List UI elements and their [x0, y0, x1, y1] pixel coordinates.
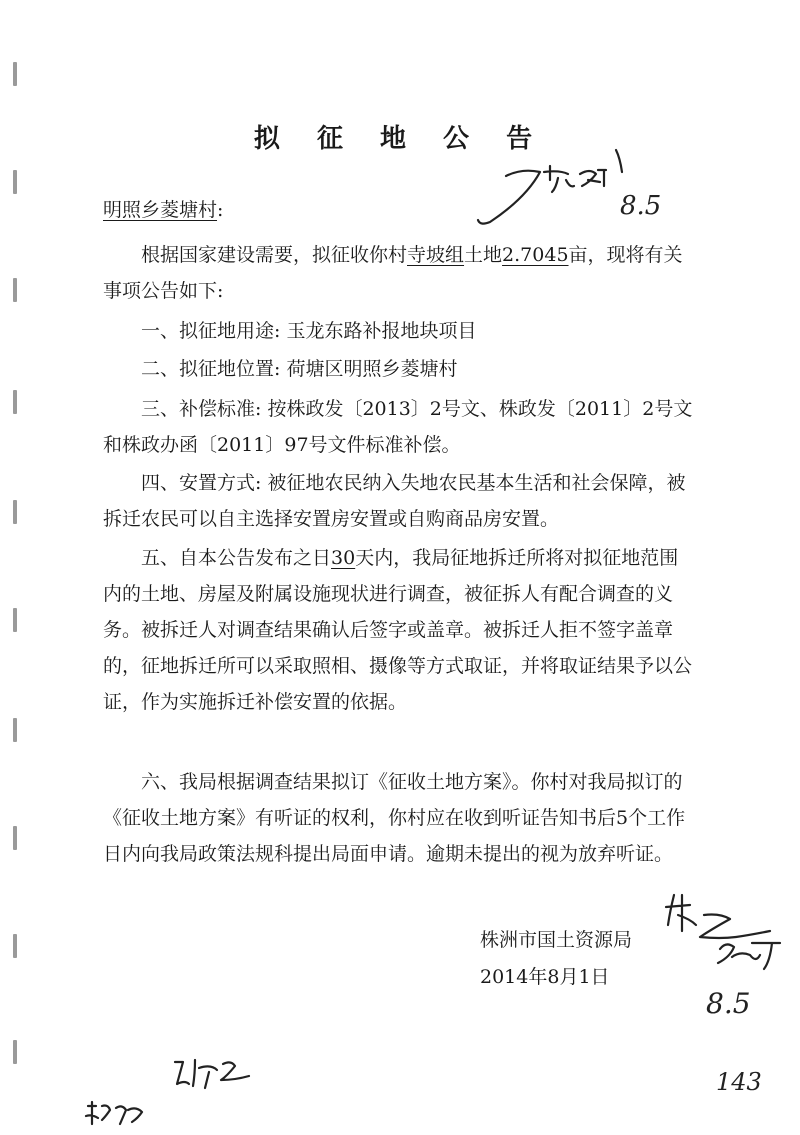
addressee	[103, 195, 223, 222]
binder-hole	[13, 934, 17, 958]
signature-stroke	[544, 166, 574, 192]
handwritten-initials	[165, 1050, 275, 1100]
handwritten-signature-right	[660, 885, 790, 1025]
item-location: 二、拟征地位置: 荷塘区明照乡菱塘村	[141, 358, 458, 380]
document-title: 拟 征 地 公 告	[253, 124, 547, 154]
binder-hole	[13, 500, 17, 524]
signature-stroke	[666, 895, 696, 931]
item-compensation: 三、补偿标准: 按株政发〔2013〕2号文、株政发〔2011〕2号文和株政办函〔2011〕97号文件标准补偿。	[103, 398, 693, 456]
intro-prefix: 根据国家建设需要，拟征收你村	[141, 244, 408, 266]
village-group: 寺坡组	[407, 244, 465, 266]
item-resettlement: 四、安置方式: 被征地农民纳入失地农民基本生活和社会保障，被拆迁农民可以自主选择安置房安置或自购商品房安置。	[103, 472, 686, 530]
binder-hole	[13, 390, 17, 414]
item-land-use: 一、拟征地用途: 玉龙东路补报地块项目	[141, 320, 477, 342]
addressee-name: 明照乡菱塘村	[103, 199, 218, 221]
binder-hole	[13, 718, 17, 742]
handwritten-name-bottom-left	[82, 1098, 152, 1132]
handwritten-date-top: 8.5	[620, 191, 662, 221]
intro-suffix: 亩，现将有关事项公告如下:	[103, 244, 683, 302]
signature-stroke	[616, 150, 622, 172]
survey-prefix: 五、自本公告发布之日	[141, 547, 332, 569]
issue-date: 2014年8月1日	[480, 966, 610, 988]
signature-stroke	[175, 1060, 249, 1088]
handwritten-date-right: 8.5	[706, 987, 751, 1020]
signature-stroke	[478, 171, 540, 224]
binder-hole	[13, 62, 17, 86]
signature-stroke	[700, 915, 770, 939]
intro-mid: 土地	[464, 244, 503, 266]
signature-stroke	[580, 170, 606, 186]
page-number: 143	[716, 1068, 762, 1096]
issuer: 株洲市国土资源局	[480, 929, 633, 951]
item-hearing: 六、我局根据调查结果拟订《征收土地方案》。你村对我局拟订的《征收土地方案》有听证的权利，你村应在收到听证告知书后5个工作日内向我局政策法规科提出局面申请。逾期未提出的视为放弃听证。	[103, 771, 686, 865]
binder-hole	[13, 1040, 17, 1064]
handwritten-signature-top	[470, 140, 710, 250]
survey-days: 30	[331, 547, 356, 569]
binder-hole	[13, 170, 17, 194]
addressee-colon: :	[217, 199, 224, 221]
binder-hole	[13, 278, 17, 302]
item-survey	[103, 540, 693, 720]
binder-hole	[13, 826, 17, 850]
handwritten-page-number	[712, 1060, 782, 1100]
binder-hole	[13, 608, 17, 632]
survey-suffix: 天内，我局征地拆迁所将对拟征地范围内的土地、房屋及附属设施现状进行调查，被征拆人有配合调查的义务。被拆迁人对调查结果确认后签字或盖章。被拆迁人拒不签字盖章的，征地拆迁所可以采取照相、摄像等方式取证，并将取证结果予以公证，作为实施拆迁补偿安置的依据。	[103, 547, 693, 713]
land-area: 2.7045	[502, 244, 569, 266]
signature-stroke	[718, 943, 780, 969]
signature-stroke	[86, 1102, 142, 1124]
